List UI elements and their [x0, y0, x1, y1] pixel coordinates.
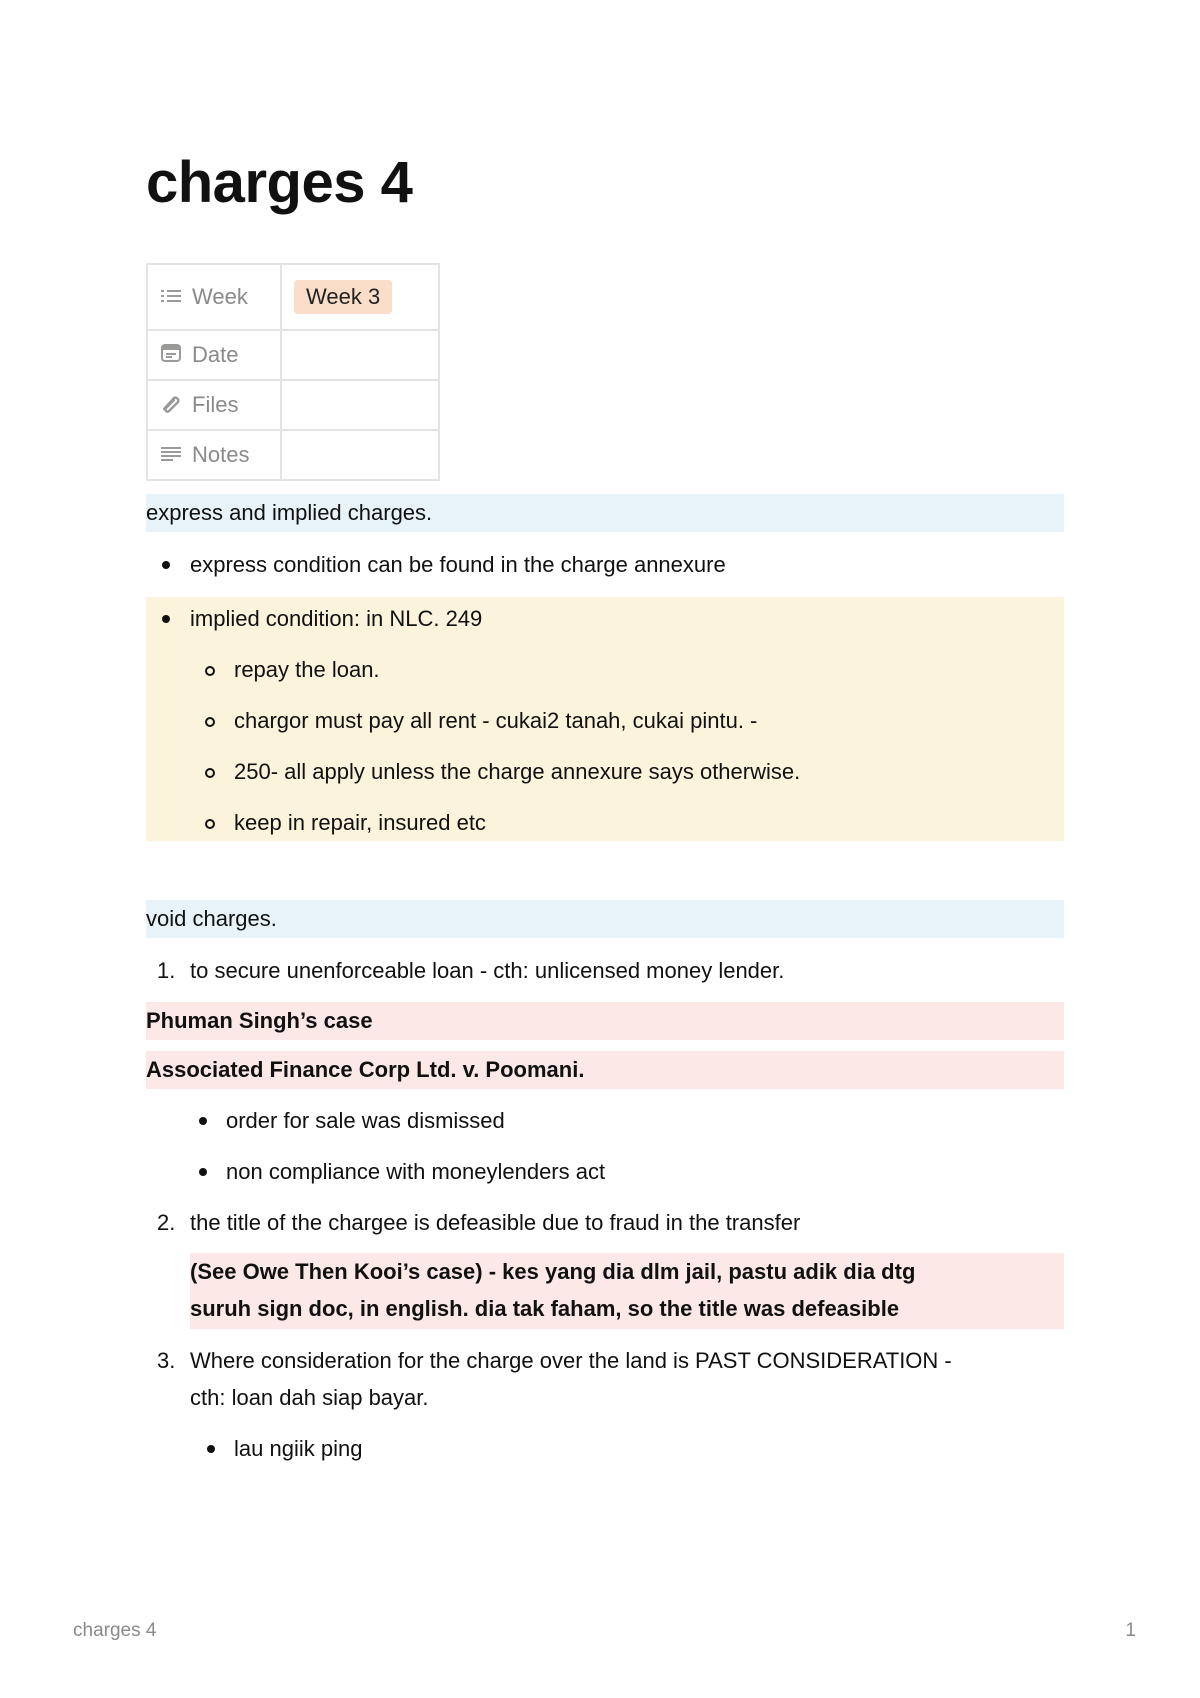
list-item-text: implied condition: in NLC. 249	[190, 606, 483, 631]
property-label: Notes	[192, 442, 250, 468]
property-label: Files	[192, 392, 239, 418]
bullet-marker	[207, 1445, 215, 1453]
callout-implied	[146, 597, 1064, 841]
numbered-item	[146, 1197, 1064, 1248]
list-item-text: lau ngiik ping	[234, 1436, 363, 1461]
list-item	[146, 1146, 1064, 1197]
bullet-list	[146, 539, 1064, 590]
case-callout	[146, 1002, 1064, 1040]
bullet-marker	[199, 1168, 207, 1176]
page-title: charges 4	[146, 150, 413, 215]
list-item-text: non compliance with moneylenders act	[226, 1159, 606, 1184]
callout-heading	[146, 494, 1064, 532]
list-item-text: chargor must pay all rent - cukai2 tanah, cukai pintu. -	[234, 708, 758, 733]
property-row-week	[147, 264, 439, 330]
bullet-marker	[205, 819, 215, 829]
bullet-marker	[162, 561, 170, 569]
bullet-marker	[205, 666, 215, 676]
numbered-item	[146, 1342, 1064, 1422]
case-callout	[146, 1051, 1064, 1089]
property-value[interactable]	[281, 380, 439, 430]
list-item-text: keep in repair, insured etc	[234, 810, 486, 835]
case-text-line: (See Owe Then Kooi’s case) - kes yang dia dlm jail, pastu adik dia dtg	[190, 1259, 916, 1284]
number-marker: 2.	[157, 1210, 176, 1235]
list-item-text: 250- all apply unless the charge annexure says otherwise.	[234, 759, 801, 784]
property-label: Week	[192, 284, 248, 310]
property-key	[147, 430, 281, 480]
case-callout	[190, 1253, 1064, 1329]
calendar-icon	[160, 343, 184, 369]
bullet-list	[146, 1423, 1064, 1474]
property-row-notes	[147, 430, 439, 480]
callout-heading	[146, 900, 1064, 938]
number-marker: 1.	[157, 958, 176, 983]
week-tag[interactable]: Week 3	[294, 280, 392, 314]
property-row-files	[147, 380, 439, 430]
property-row-date	[147, 330, 439, 380]
numbered-item	[146, 945, 1064, 996]
list-item-text: to secure unenforceable loan - cth: unlicensed money lender.	[190, 958, 785, 983]
list-item	[146, 801, 1064, 852]
property-key	[147, 380, 281, 430]
list-item	[146, 1423, 1064, 1474]
list-item-line: Where consideration for the charge over the land is PAST CONSIDERATION -	[190, 1348, 952, 1373]
list-item-text: repay the loan.	[234, 657, 380, 682]
list-item-text	[190, 1342, 952, 1416]
case-name: Associated Finance Corp Ltd. v. Poomani.	[146, 1057, 585, 1082]
property-key	[147, 330, 281, 380]
list-item	[146, 750, 1064, 801]
list-icon	[160, 285, 184, 311]
list-item-text: order for sale was dismissed	[226, 1108, 505, 1133]
heading-text: void charges.	[146, 906, 277, 931]
list-item	[146, 1095, 1064, 1146]
list-item-text: the title of the chargee is defeasible due to fraud in the transfer	[190, 1210, 801, 1235]
list-item	[146, 539, 1064, 590]
paperclip-icon	[160, 393, 184, 419]
case-text-line: suruh sign doc, in english. dia tak faham, so the title was defeasible	[190, 1296, 900, 1321]
bullet-marker	[205, 717, 215, 727]
list-item-text: express condition can be found in the charge annexure	[190, 552, 726, 577]
property-value[interactable]	[281, 264, 439, 330]
footer-title: charges 4	[73, 1620, 157, 1641]
property-key	[147, 264, 281, 330]
bullet-list	[146, 1095, 1064, 1197]
property-value[interactable]	[281, 330, 439, 380]
list-item	[146, 699, 1064, 750]
number-marker: 3.	[157, 1348, 176, 1373]
list-item	[146, 648, 1064, 699]
text-lines-icon	[160, 443, 184, 469]
list-item	[146, 597, 1064, 648]
heading-text: express and implied charges.	[146, 500, 433, 525]
bullet-marker	[162, 615, 170, 623]
bullet-marker	[205, 768, 215, 778]
list-item-line: cth: loan dah siap bayar.	[190, 1385, 429, 1410]
property-value[interactable]	[281, 430, 439, 480]
property-label: Date	[192, 342, 239, 368]
properties-table	[146, 263, 440, 481]
page-number: 1	[1125, 1620, 1136, 1641]
bullet-marker	[199, 1117, 207, 1125]
case-name: Phuman Singh’s case	[146, 1008, 373, 1033]
